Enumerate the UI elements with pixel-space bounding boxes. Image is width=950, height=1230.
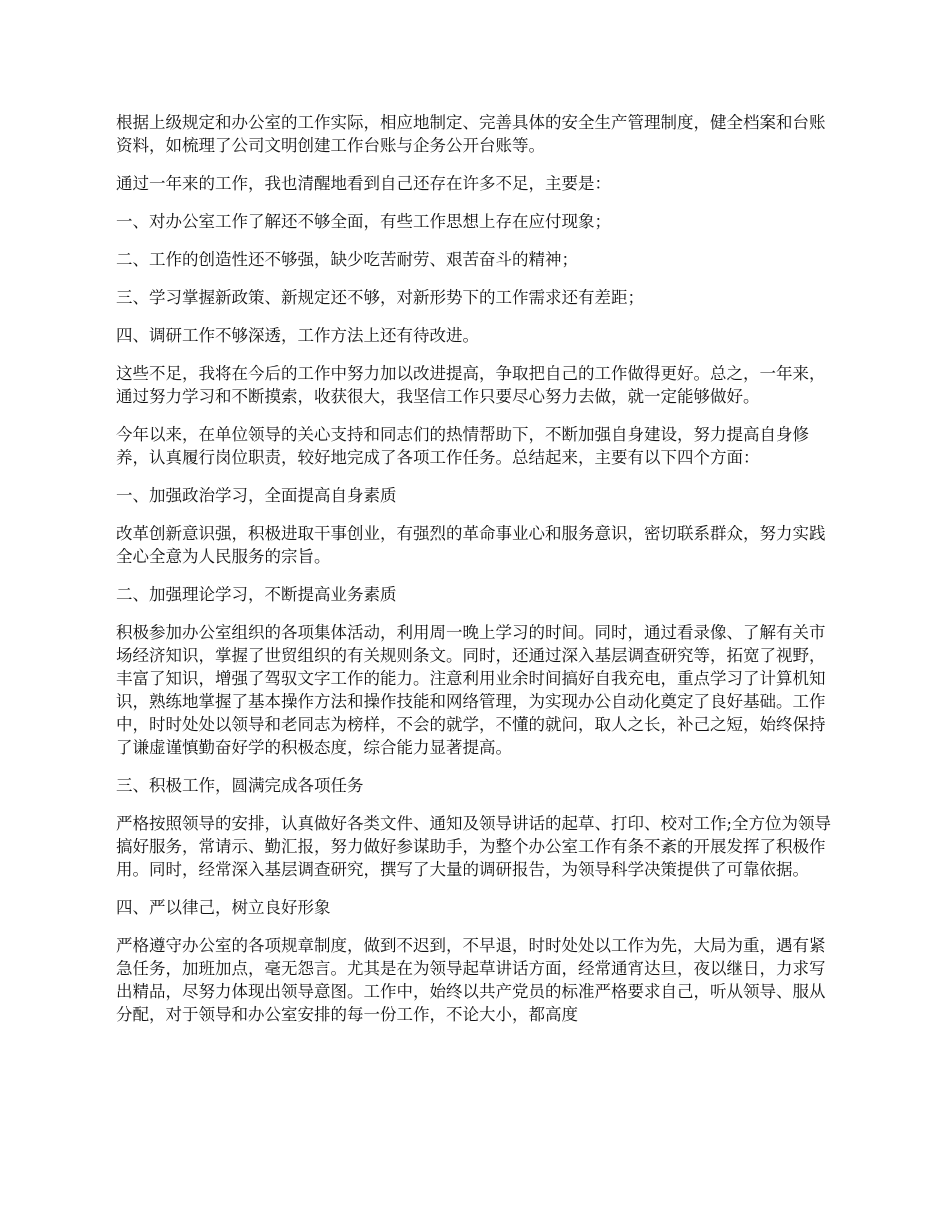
paragraph-self-discipline: 严格遵守办公室的各项规章制度，做到不迟到，不早退，时时处处以工作为先，大局为重，遇有紧急任务，加班加点，毫无怨言。尤其是在为领导起草讲话方面，经常通宵达旦，夜以继日，力求写出精品，尽努力体现出领导意图。工作中，始终以共产党员的标准严格要求自己，听从领导、服从分配，对于领导和办公室安排的每一份工作，不论大小，都高度: [116, 936, 826, 1024]
document-body: [116, 111, 838, 1041]
heading-political-study: 一、加强政治学习，全面提高自身素质: [116, 486, 397, 505]
paragraph-archive-management: 根据上级规定和办公室的工作实际，相应地制定、完善具体的安全生产管理制度，健全档案和台账资料，如梳理了公司文明创建工作台账与企务公开台账等。: [116, 113, 826, 155]
paragraph-active-work: 严格按照领导的安排，认真做好各类文件、通知及领导讲话的起草、打印、校对工作;全方位为领导搞好服务，常请示、勤汇报，努力做好参谋助手，为整个办公室工作有条不紊的开展发挥了积极作用。同时，经常深入基层调查研究，撰写了大量的调研报告，为领导科学决策提供了可靠依据。: [116, 814, 832, 879]
paragraph-shortcoming-4: 四、调研工作不够深透，工作方法上还有待改进。: [116, 326, 479, 345]
paragraph-shortcoming-2: 二、工作的创造性还不够强，缺少吃苦耐劳、艰苦奋斗的精神；: [116, 250, 578, 269]
paragraph-improvement-summary: 这些不足，我将在今后的工作中努力加以改进提高，争取把自己的工作做得更好。总之，一年来，通过努力学习和不断摸索，收获很大，我坚信工作只要尽心努力去做，就一定能够做好。: [116, 364, 826, 406]
paragraph-shortcoming-3: 三、学习掌握新政策、新规定还不够，对新形势下的工作需求还有差距；: [116, 288, 644, 307]
heading-self-discipline: 四、严以律己，树立良好形象: [116, 898, 331, 917]
paragraph-shortcoming-1: 一、对办公室工作了解还不够全面，有些工作思想上存在应付现象；: [116, 212, 611, 231]
heading-active-work: 三、积极工作，圆满完成各项任务: [116, 776, 364, 795]
paragraph-political-study: 改革创新意识强，积极进取干事创业，有强烈的革命事业心和服务意识，密切联系群众，努力实践全心全意为人民服务的宗旨。: [116, 524, 826, 566]
paragraph-shortcomings-intro: 通过一年来的工作，我也清醒地看到自己还存在许多不足，主要是：: [116, 174, 611, 193]
paragraph-year-summary-intro: 今年以来，在单位领导的关心支持和同志们的热情帮助下，不断加强自身建设，努力提高自身修养，认真履行岗位职责，较好地完成了各项工作任务。总结起来，主要有以下四个方面：: [116, 425, 809, 467]
heading-theory-study: 二、加强理论学习，不断提高业务素质: [116, 585, 397, 604]
paragraph-theory-study: 积极参加办公室组织的各项集体活动，利用周一晚上学习的时间。同时，通过看录像、了解有关市场经济知识，掌握了世贸组织的有关规则条文。同时，还通过深入基层调查研究等，拓宽了视野，丰富了知识，增强了驾驭文字工作的能力。注意利用业余时间搞好自我充电，重点学习了计算机知识，熟练地掌握了基本操作方法和操作技能和网络管理，为实现办公自动化奠定了良好基础。工作中，时时处处以领导和老同志为榜样，不会的就学，不懂的就问，取人之长，补己之短，始终保持了谦虚谨慎勤奋好学的积极态度，综合能力显著提高。: [116, 623, 826, 757]
